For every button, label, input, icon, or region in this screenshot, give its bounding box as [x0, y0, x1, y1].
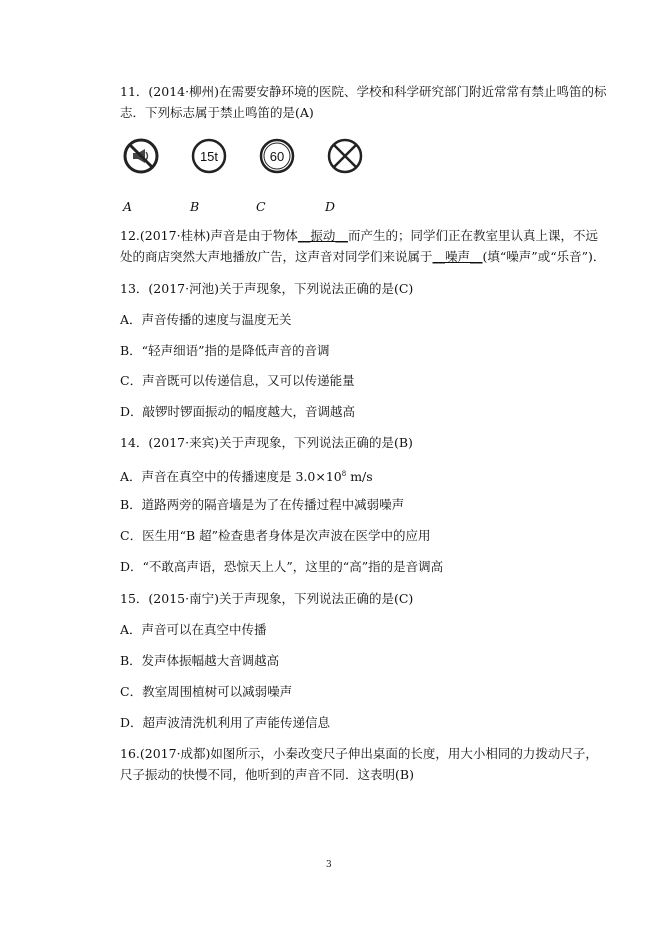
- q12-blank1: __振动__: [297, 228, 348, 243]
- sign-label-d: D: [325, 199, 336, 214]
- q15-option-a: A．声音可以在真空中传播: [120, 622, 267, 637]
- q13-option-d: D．敲锣时锣面振动的幅度越大，音调越高: [120, 404, 356, 419]
- q15-option-d: D．超声波清洗机利用了声能传递信息: [120, 715, 331, 730]
- sign-label-b: B: [190, 199, 200, 214]
- q13-option-c: C．声音既可以传递信息，又可以传递能量: [120, 373, 355, 388]
- speed-limit-text: 60: [269, 149, 285, 164]
- sign-label-c: C: [256, 199, 266, 214]
- q14-option-b: B．道路两旁的隔音墙是为了在传播过程中减弱噪声: [120, 497, 405, 512]
- q13-stem: 13．(2017·河池)关于声现象，下列说法正确的是(C): [120, 281, 414, 296]
- sign-label-a: A: [123, 199, 133, 214]
- q11-sign-options: [118, 137, 378, 177]
- q12-text-part1: 12.(2017·桂林)声音是由于物体: [120, 228, 298, 243]
- q11-stem-line2: 志．下列标志属于禁止鸣笛的是(A): [120, 105, 314, 120]
- q12-blank2: __噪声__: [432, 249, 483, 264]
- q13-option-a: A．声音传播的速度与温度无关: [120, 312, 292, 327]
- q14-stem: 14．(2017·来宾)关于声现象，下列说法正确的是(B): [120, 435, 413, 450]
- speed-limit-sign-icon: [258, 137, 296, 175]
- q14-option-a-exponent: 8: [341, 470, 347, 478]
- q12-text-part4: (填“噪声”或“乐音”)．: [482, 249, 606, 264]
- q12-line1: [120, 228, 598, 244]
- q13-option-b: B．“轻声细语”指的是降低声音的音调: [120, 343, 330, 358]
- q15-option-b: B．发声体振幅越大音调越高: [120, 653, 280, 668]
- q14-option-a: [120, 466, 560, 485]
- q14-option-d: D．“不敢高声语，恐惊天上人”，这里的“高”指的是音调高: [120, 559, 444, 574]
- no-horn-sign-icon: [122, 137, 160, 175]
- q11-stem-line1: 11．(2014·柳州)在需要安静环境的医院、学校和科学研究部门附近常常有禁止鸣笛的标: [120, 84, 607, 99]
- weight-limit-sign-icon: [190, 137, 228, 175]
- q15-option-c: C．教室周围植树可以减弱噪声: [120, 684, 293, 699]
- weight-limit-text: 15t: [199, 149, 219, 164]
- q14-option-a-text: A．声音在真空中的传播速度是 3.0×10: [120, 469, 342, 485]
- q12-text-part3: 处的商店突然大声地播放广告，这声音对同学们来说属于: [120, 249, 433, 264]
- q12-line2: [120, 249, 606, 265]
- q14-option-a-unit: m/s: [346, 469, 373, 485]
- q16-line1: 16.(2017·成都)如图所示，小秦改变尺子伸出桌面的长度，用大小相同的力拨动尺子，: [120, 746, 598, 761]
- no-entry-cross-sign-icon: [326, 137, 364, 175]
- page-number: 3: [326, 860, 332, 870]
- q14-option-c: C．医生用“B 超”检查患者身体是次声波在医学中的应用: [120, 528, 431, 543]
- q16-line2: 尺子振动的快慢不同，他听到的声音不同．这表明(B): [120, 767, 414, 782]
- q12-text-part2: 而产生的；同学们正在教室里认真上课，不远: [347, 228, 598, 243]
- q15-stem: 15．(2015·南宁)关于声现象，下列说法正确的是(C): [120, 591, 414, 606]
